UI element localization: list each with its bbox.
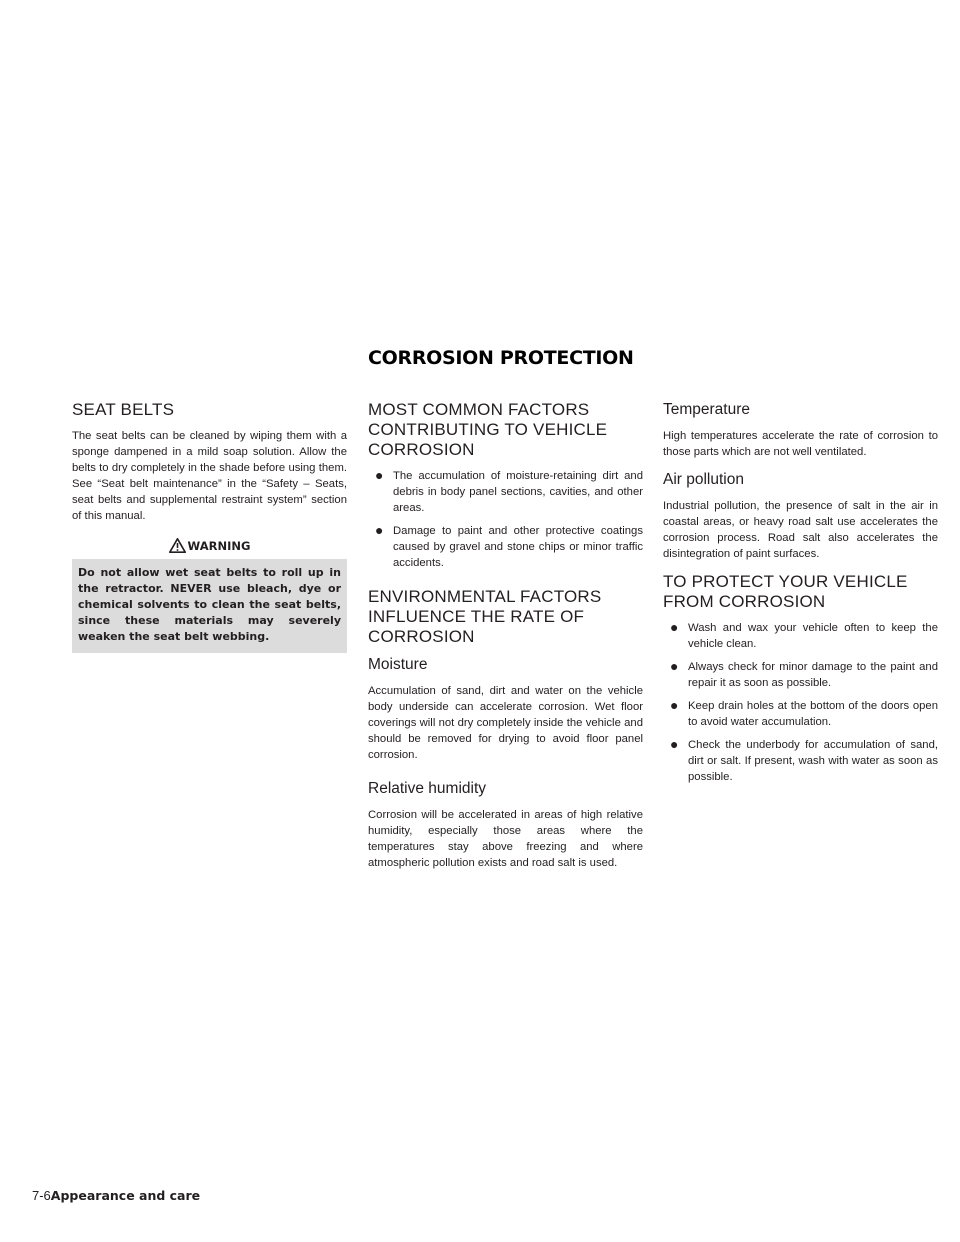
- warning-title: WARNING: [187, 539, 251, 553]
- seat-belts-heading: SEAT BELTS: [72, 400, 175, 419]
- environmental-factors-heading: ENVIRONMENTAL FACTORS INFLUENCE THE RATE OF CORROSION: [368, 587, 602, 646]
- temperature-heading: Temperature: [663, 401, 751, 418]
- list-item: ● Keep drain holes at the bottom of the doors open to avoid water accumulation.: [670, 697, 938, 728]
- bullet-icon: ●: [670, 697, 679, 713]
- list-item: ● Always check for minor damage to the paint and repair it as soon as possible.: [670, 658, 938, 689]
- chapter-title: Appearance and care: [50, 1188, 201, 1203]
- column-corrosion-factors: [368, 400, 643, 881]
- common-factors-heading: MOST COMMON FACTORS CONTRIBUTING TO VEHICLE CORROSION: [368, 400, 608, 459]
- seat-belts-paragraph: The seat belts can be cleaned by wiping them with a sponge dampened in a mild soap solution. Allow the belts to dry completely in the shade before using them. See “Seat belt maintenance” in the “Safety – Seats, seat belts and supplemental restraint system” section of this manual.: [72, 430, 347, 522]
- protect-list: [663, 620, 938, 785]
- list-item: ● Damage to paint and other protective coatings caused by gravel and stone chips or minor traffic accidents.: [375, 522, 643, 569]
- air-pollution-paragraph: Industrial pollution, the presence of salt in the air in coastal areas, or heavy road salt use accelerates the corrosion process. Road salt also accelerates the disintegration of paint surfaces.: [663, 500, 938, 560]
- common-factors-list: [368, 468, 643, 571]
- column-seat-belts: [72, 400, 347, 653]
- bullet-icon: ●: [670, 658, 679, 674]
- moisture-heading: Moisture: [368, 656, 428, 673]
- warning-header: [72, 534, 347, 559]
- list-item: ● The accumulation of moisture-retaining dirt and debris in body panel sections, cavities, and other areas.: [375, 467, 643, 514]
- moisture-paragraph: Accumulation of sand, dirt and water on the vehicle body underside can accelerate corrosion. Wet floor coverings will not dry completely inside the vehicle and should be removed for drying to avoid floor panel corrosion.: [368, 685, 643, 761]
- warning-box: [72, 534, 347, 653]
- list-item: ● Wash and wax your vehicle often to keep the vehicle clean.: [670, 619, 938, 650]
- page-number: 7-6: [32, 1188, 51, 1203]
- humidity-heading: Relative humidity: [368, 780, 487, 797]
- warning-icon: [169, 538, 186, 553]
- warning-text: Do not allow wet seat belts to roll up in the retractor. NEVER use bleach, dye or chemical solvents to clean the seat belts, since these materials may severely weaken the seat belt webbing.: [78, 566, 341, 643]
- list-item: ● Check the underbody for accumulation of sand, dirt or salt. If present, wash with water as soon as possible.: [670, 736, 938, 783]
- bullet-icon: ●: [375, 522, 384, 538]
- humidity-paragraph: Corrosion will be accelerated in areas of high relative humidity, especially those areas where the temperatures stay above freezing and where atmospheric pollution exists and road salt is used.: [368, 809, 643, 869]
- column-protection: [663, 400, 938, 793]
- page-footer: [32, 1188, 200, 1203]
- temperature-paragraph: High temperatures accelerate the rate of corrosion to those parts which are not well ventilated.: [663, 430, 938, 458]
- bullet-icon: ●: [670, 736, 679, 752]
- bullet-icon: ●: [375, 467, 384, 483]
- bullet-icon: ●: [670, 619, 679, 635]
- section-title: CORROSION PROTECTION: [368, 347, 634, 369]
- protect-heading: TO PROTECT YOUR VEHICLE FROM CORROSION: [663, 572, 908, 611]
- air-pollution-heading: Air pollution: [663, 471, 744, 488]
